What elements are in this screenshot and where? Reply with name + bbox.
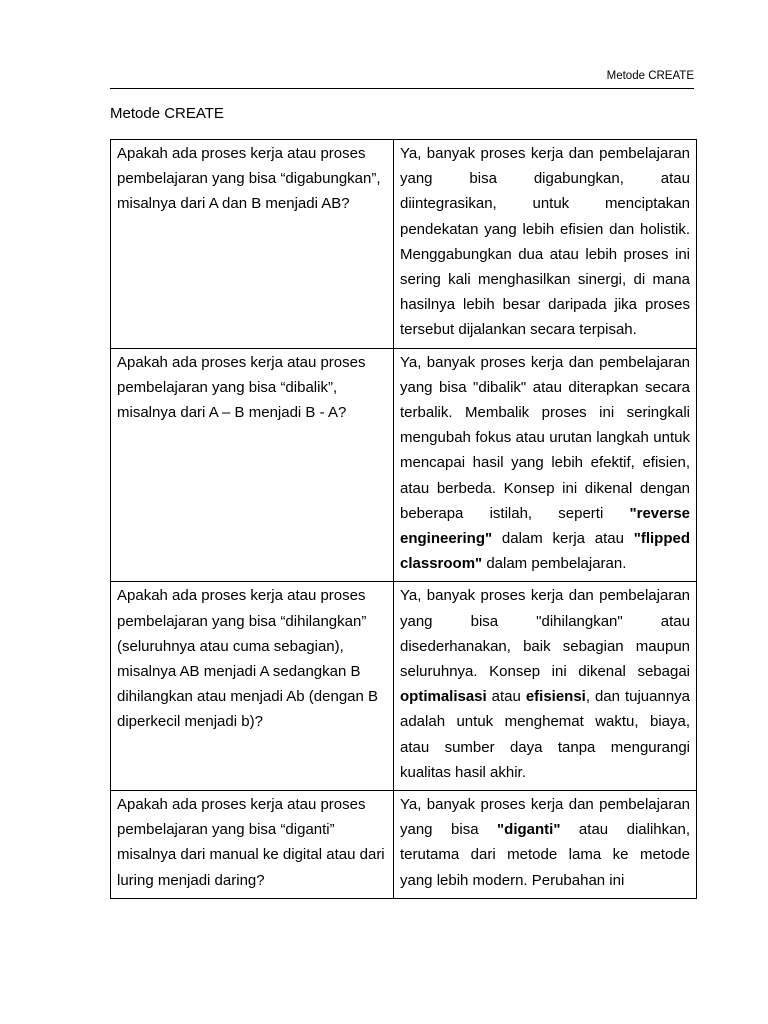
question-cell: Apakah ada proses kerja atau proses pembelajaran yang bisa “diganti” misalnya dari manual ke digital atau dari luring menjadi daring? — [111, 791, 394, 899]
table-row — [111, 140, 697, 349]
table-row — [111, 582, 697, 791]
answer-text: dalam kerja atau — [492, 530, 634, 548]
running-header: Metode CREATE — [606, 70, 694, 82]
answer-cell — [394, 348, 697, 582]
table-row — [111, 791, 697, 899]
answer-text: Ya, banyak proses kerja dan pembelajaran yang bisa — [400, 796, 690, 839]
section-title: Metode CREATE — [110, 105, 224, 122]
answer-cell — [394, 140, 697, 349]
answer-text: atau dialihkan, terutama dari metode lama ke metode yang lebih modern. Perubahan ini — [400, 821, 690, 889]
answer-text: , dan tujuannya adalah untuk menghemat waktu, biaya, atau sumber daya tanpa mengurangi kualitas hasil akhir. — [400, 688, 690, 781]
bold-term: efisiensi — [525, 688, 586, 706]
answer-cell — [394, 582, 697, 791]
answer-text: Ya, banyak proses kerja dan pembelajaran yang bisa digabungkan, atau diintegrasikan, untuk menciptakan pendekatan yang lebih efisien dan holistik. Menggabungkan dua atau lebih proses ini sering kali menghasilkan sinergi, di mana hasilnya lebih besar daripada jika proses tersebut dijalankan secara terpisah. — [400, 145, 690, 339]
question-cell: Apakah ada proses kerja atau proses pembelajaran yang bisa “dihilangkan” (seluruhnya atau cuma sebagian), misalnya AB menjadi A sedangkan B dihilangkan atau menjadi Ab (dengan B diperkecil menjadi b)? — [111, 582, 394, 791]
bold-term: "flipped classroom" — [400, 530, 690, 573]
bold-term: "diganti" — [497, 821, 561, 839]
create-method-table — [110, 139, 697, 899]
answer-text: Ya, banyak proses kerja dan pembelajaran yang bisa "dibalik" atau diterapkan secara terbalik. Membalik proses ini seringkali mengubah fokus atau urutan langkah untuk mencapai hasil yang lebih efektif, efisien, atau berbeda. Konsep ini dikenal dengan beberapa istilah, seperti — [400, 353, 690, 522]
answer-text: dalam pembelajaran. — [482, 555, 627, 573]
question-cell: Apakah ada proses kerja atau proses pembelajaran yang bisa “digabungkan”, misalnya dari A dan B menjadi AB? — [111, 140, 394, 349]
bold-term: "reverse engineering" — [400, 504, 690, 548]
answer-text: atau — [486, 688, 526, 706]
bold-term: optimalisasi — [400, 688, 487, 706]
table-row — [111, 348, 697, 582]
header-rule — [110, 88, 694, 89]
answer-text: Ya, banyak proses kerja dan pembelajaran yang bisa "dihilangkan" atau disederhanakan, baik sebagian maupun seluruhnya. Konsep ini dikenal sebagai — [400, 587, 690, 681]
question-cell: Apakah ada proses kerja atau proses pembelajaran yang bisa “dibalik”, misalnya dari A – B menjadi B - A? — [111, 348, 394, 582]
answer-cell — [394, 791, 697, 899]
